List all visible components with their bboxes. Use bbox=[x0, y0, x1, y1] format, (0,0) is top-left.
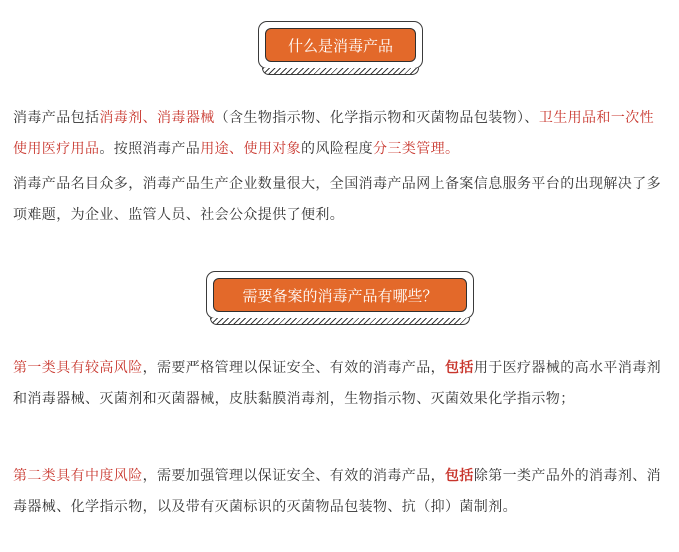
highlight-disinfection-device: 消毒器械 bbox=[157, 110, 215, 126]
section-heading-what-is bbox=[258, 21, 423, 69]
paragraph-category-one: 第一类具有较高风险，需要严格管理以保证安全、有效的消毒产品，包括用于医疗器械的高水平消毒剂和消毒器械、灭菌剂和灭菌器械，皮肤黏膜消毒剂，生物指示物、灭菌效果化学指示物； bbox=[13, 360, 662, 407]
highlight-sanitary-products: 卫生用品和一次性使用医疗用品 bbox=[13, 110, 655, 157]
highlight-disinfectant: 消毒剂 bbox=[99, 110, 143, 126]
highlight-includes: 包括 bbox=[445, 360, 474, 376]
section-heading-which-products bbox=[206, 271, 474, 319]
section-heading-label: 什么是消毒产品 bbox=[265, 28, 416, 62]
highlight-category-one: 第一类具有较高风险 bbox=[13, 360, 143, 376]
highlight-category-two: 第二类具有中度风险 bbox=[13, 468, 143, 484]
highlight-three-categories: 分三类管理 bbox=[373, 141, 446, 157]
section-heading-label: 需要备案的消毒产品有哪些？ bbox=[213, 278, 467, 312]
paragraph-category-two: 第二类具有中度风险，需要加强管理以保证安全、有效的消毒产品，包括除第一类产品外的消毒剂、消毒器械、化学指示物，以及带有灭菌标识的灭菌物品包装物、抗（抑）菌制剂。 bbox=[13, 468, 662, 515]
highlight-includes: 包括 bbox=[445, 468, 474, 484]
paragraph-platform: 消毒产品名目众多，消毒产品生产企业数量很大，全国消毒产品网上备案信息服务平台的出现解决了多项难题，为企业、监管人员、社会公众提供了便利。 bbox=[13, 176, 661, 223]
highlight-target: 使用对象 bbox=[243, 141, 302, 157]
highlight-usage: 用途 bbox=[200, 141, 230, 157]
paragraph-definition: 消毒产品包括消毒剂、消毒器械（含生物指示物、化学指示物和灭菌物品包装物）、卫生用品和一次性使用医疗用品。按照消毒产品用途、使用对象的风险程度分三类管理。 bbox=[13, 110, 655, 157]
